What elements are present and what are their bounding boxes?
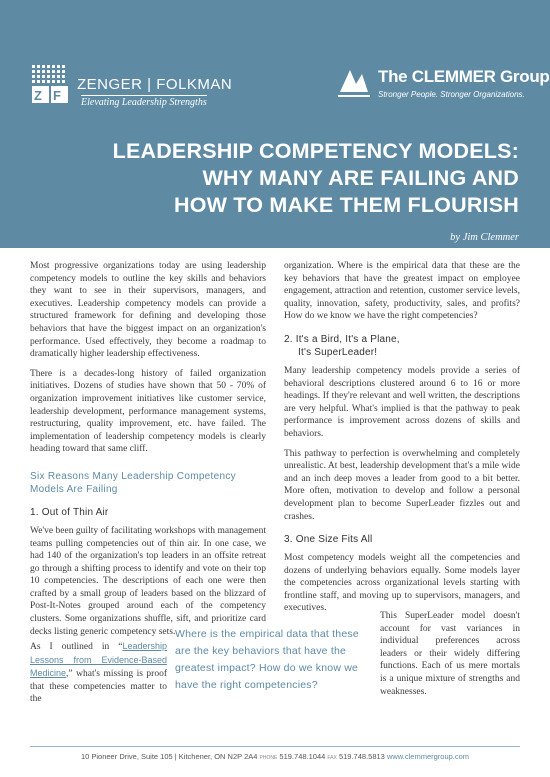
subheading: [284, 333, 520, 359]
clemmer-group-logo-mark-icon: [336, 62, 372, 100]
paragraph: Most progressive organizations today are using leadership competency models to outline the key skills and behaviors they want to see in their supervisors, managers, and executives. Leadership competency models can provide a structured framework for defining and developing those behaviors that have the biggest impact on an organization's performance. Used effectively, they become a roadmap to dramatically higher leadership effectiveness.: [30, 261, 266, 360]
paragraph: There is a decades-long history of failed organization initiatives. Dozens of studies have shown that 50 - 70% of organization improvement initiatives like customer service, leadership development, performance management systems, restructuring, quality improvement, etc. have failed. The implementation of leadership competency models is clearly heading toward that same cliff.: [30, 368, 266, 455]
title-line: LEADERSHIP COMPETENCY MODELS:: [112, 139, 519, 163]
left-tail-paragraph: [30, 640, 167, 706]
footer-phone: 519.748.1044: [279, 752, 326, 761]
clemmer-group-logo: [336, 62, 550, 107]
zenger-folkman-logo: [31, 64, 231, 109]
article-title: [29, 138, 519, 219]
title-line: WHY MANY ARE FAILING AND: [202, 166, 519, 190]
svg-text:F: F: [53, 88, 61, 103]
right-column: [284, 260, 520, 622]
clemmer-group-tagline: Stronger People. Stronger Organizations.: [378, 90, 525, 99]
phone-label: PHONE: [259, 755, 278, 761]
svg-text:Z: Z: [34, 88, 42, 103]
right-tail-paragraph: This SuperLeader model doesn't account for vast variances in individual preferences across leaders or their widely differing functions. Each of us mere mortals is a unique mixture of strengths and weaknesses.: [380, 611, 520, 697]
zenger-folkman-name: ZENGER | FOLKMAN: [77, 76, 233, 93]
subheading: 3. One Size Fits All: [284, 534, 373, 546]
title-line: HOW TO MAKE THEM FLOURISH: [173, 193, 519, 217]
footer-fax: 519.748.5813: [338, 752, 385, 761]
footer-divider: [30, 746, 520, 747]
pull-quote: Where is the empirical data that these are the key behaviors that have the greatest impact? How do we know we have the right competencies?: [175, 628, 359, 691]
text-span: ,” what's missing is proof that these competencies matter to the: [30, 669, 167, 705]
zenger-folkman-logo-mark-icon: [31, 64, 71, 104]
text-span: As I outlined in “: [30, 642, 123, 652]
paragraph: Most competency models weight all the competencies and dozens of underlying behaviors equally. Some models layer the competencies across organizational levels starting with frontline staff, and moving up to supervisors, managers, and executives.: [284, 553, 520, 614]
fax-label: FAX: [327, 755, 337, 761]
subheading-line: 2. It's a Bird, It's a Plane,: [284, 333, 400, 345]
footer-address: 10 Pioneer Drive, Suite 105 | Kitchener, ON N2P 2A4: [80, 752, 258, 761]
paragraph: This pathway to perfection is overwhelming and completely unrealistic. At best, leadership development that's a mile wide and an inch deep moves a leader from good to a bit better. More often, motivation to develop and follow a personal development plan to become SuperLeader fizzles out and crashes.: [284, 448, 520, 522]
section-heading: Six Reasons Many Leadership Competency Models Are Failing: [30, 470, 236, 495]
left-column: [30, 260, 266, 645]
footer: [0, 752, 550, 761]
subheading-line: It's SuperLeader!: [298, 346, 378, 358]
header-banner: [0, 0, 550, 248]
paragraph: Many leadership competency models provide a series of behavioral descriptions clustered around 6 to 16 or more headings. If they're relevant and well written, the descriptions are very helpful. What's implied is that the pathway to peak performance is improvement across dozens of skills and behaviors.: [284, 365, 520, 439]
subheading: 1. Out of Thin Air: [30, 506, 109, 518]
paragraph: organization. Where is the empirical data that these are the key behaviors that have the greatest impact on employee engagement, attraction and retention, customer service levels, quality, innovation, safety, productivity, sales, and profits? How do we know we have the right competencies?: [284, 261, 520, 322]
footer-website-link[interactable]: www.clemmergroup.com: [386, 752, 470, 761]
zenger-folkman-tagline: Elevating Leadership Strengths: [81, 97, 207, 108]
evidence-based-medicine-link[interactable]: Leadership Lessons from Evidence-Based Medicine: [30, 641, 167, 679]
clemmer-group-name: The CLEMMER Group: [378, 67, 550, 86]
paragraph: We've been guilty of facilitating workshops with management teams pulling competencies out of thin air. In one case, we had 140 of the organization's top leaders in an offsite retreat go through a shifting process to identify and vote on their top 10 competencies. The descriptions of each one were then crafted by a small group of leaders based on the blizzard of Post-It-Notes grouped around each of the competency clusters. Some organizations shuffle, sift, and prioritize card decks listing generic competency sets.: [30, 525, 266, 637]
byline: by Jim Clemmer: [450, 232, 519, 243]
